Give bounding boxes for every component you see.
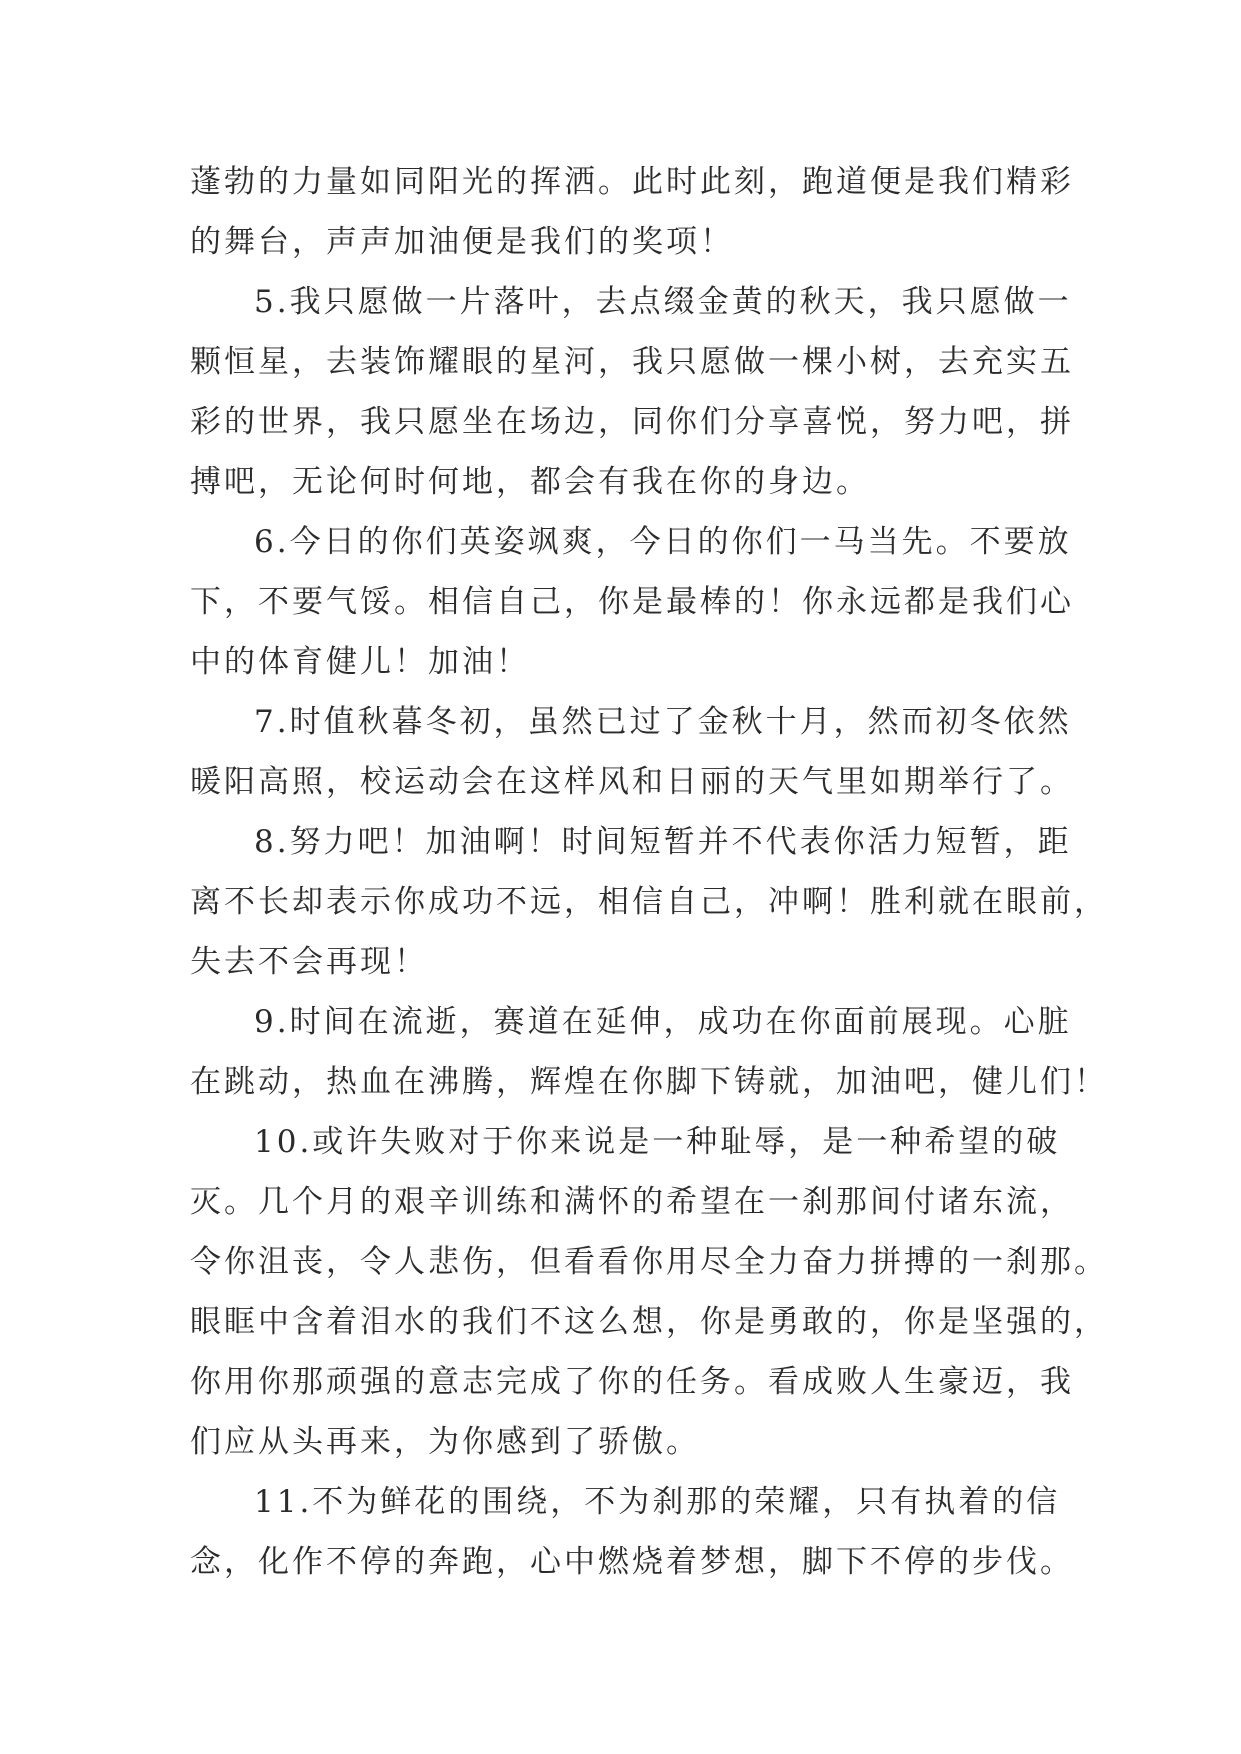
paragraph-p11 — [190, 1472, 1074, 1592]
text-line: 令你沮丧，令人悲伤，但看看你用尽全力奋力拼搏的一刹那。 — [190, 1244, 1108, 1280]
text-line: 10.或许失败对于你来说是一种耻辱，是一种希望的破 — [254, 1124, 1061, 1160]
text-line: 念，化作不停的奔跑，心中燃烧着梦想，脚下不停的步伐。 — [190, 1544, 1074, 1580]
document-body — [190, 152, 1108, 1592]
paragraph-p8 — [190, 812, 1108, 992]
text-line: 眼眶中含着泪水的我们不这么想，你是勇敢的，你是坚强的， — [190, 1304, 1108, 1340]
text-line: 的舞台，声声加油便是我们的奖项！ — [190, 224, 734, 260]
paragraph-p10 — [190, 1112, 1108, 1472]
text-line: 7.时值秋暮冬初，虽然已过了金秋十月，然而初冬依然 — [254, 704, 1072, 740]
text-line: 11.不为鲜花的围绕，不为刹那的荣耀，只有执着的信 — [254, 1484, 1061, 1520]
text-line: 9.时间在流逝，赛道在延伸，成功在你面前展现。心脏 — [254, 1004, 1072, 1040]
paragraph-p6 — [190, 512, 1074, 692]
text-line: 下，不要气馁。相信自己，你是最棒的！你永远都是我们心 — [190, 584, 1074, 620]
paragraph-p7 — [190, 692, 1074, 812]
text-line: 6.今日的你们英姿飒爽，今日的你们一马当先。不要放 — [254, 524, 1072, 560]
text-line: 失去不会再现！ — [190, 944, 428, 980]
text-line: 8.努力吧！加油啊！时间短暂并不代表你活力短暂，距 — [254, 824, 1072, 860]
text-line: 5.我只愿做一片落叶，去点缀金黄的秋天，我只愿做一 — [254, 284, 1072, 320]
text-line: 暖阳高照，校运动会在这样风和日丽的天气里如期举行了。 — [190, 764, 1074, 800]
text-line: 蓬勃的力量如同阳光的挥洒。此时此刻，跑道便是我们精彩 — [190, 164, 1074, 200]
paragraph-p-continued — [190, 152, 1074, 272]
paragraph-p5 — [190, 272, 1074, 512]
text-line: 彩的世界，我只愿坐在场边，同你们分享喜悦，努力吧，拼 — [190, 404, 1074, 440]
text-line: 中的体育健儿！加油！ — [190, 644, 530, 680]
text-line: 在跳动，热血在沸腾，辉煌在你脚下铸就，加油吧，健儿们！ — [190, 1064, 1108, 1100]
text-line: 你用你那顽强的意志完成了你的任务。看成败人生豪迈，我 — [190, 1364, 1074, 1400]
text-line: 们应从头再来，为你感到了骄傲。 — [190, 1424, 700, 1460]
paragraph-p9 — [190, 992, 1108, 1112]
text-line: 颗恒星，去装饰耀眼的星河，我只愿做一棵小树，去充实五 — [190, 344, 1074, 380]
text-line: 搏吧，无论何时何地，都会有我在你的身边。 — [190, 464, 870, 500]
text-line: 灭。几个月的艰辛训练和满怀的希望在一刹那间付诸东流， — [190, 1184, 1074, 1220]
text-line: 离不长却表示你成功不远，相信自己，冲啊！胜利就在眼前， — [190, 884, 1108, 920]
